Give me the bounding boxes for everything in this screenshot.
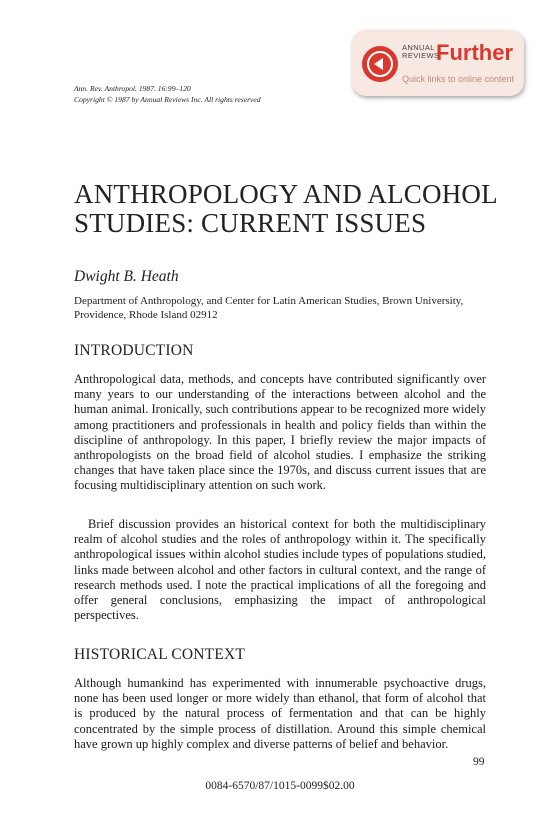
- article-title: [74, 180, 498, 238]
- intro-paragraph-2: Brief discussion provides an historical context for both the multidisciplinary realm of alcohol studies and the roles of anthropology within it. The specifically anthropological issues within alcohol studies include types of populations studied, links made between alcohol and other factors in cultural context, and the range of research methods used. I note the practical implications of all the foregoing and offer general conclusions, emphasizing the impact of anthropological perspectives.: [74, 517, 486, 623]
- copyright-line: Copyright © 1987 by Annual Reviews Inc. All rights reserved: [74, 95, 261, 104]
- citation-line: Ann. Rev. Anthropol. 1987. 16:99–120: [74, 84, 191, 93]
- arrow-icon: [362, 46, 398, 82]
- author-affiliation: Department of Anthropology, and Center for Latin American Studies, Brown University, Providence, Rhode Island 02912: [74, 295, 464, 321]
- page-number: 99: [473, 756, 485, 768]
- section-heading-introduction: INTRODUCTION: [74, 342, 194, 359]
- title-line-2: STUDIES: CURRENT ISSUES: [74, 208, 427, 238]
- intro-paragraph-1: Anthropological data, methods, and concepts have contributed significantly over many years to our understanding of the interactions between alcohol and the human animal. Ironically, such contributions appear to be recognized more widely among practitioners and professionals in health and policy fields than within the discipline of anthropology. In this paper, I briefly review the major impacts of anthropologists on the broad field of alcohol studies. I emphasize the striking changes that have taken place since the 1970s, and discuss current issues that are focusing multidisciplinary attention on such work.: [74, 372, 486, 493]
- badge-subtext: Quick links to online content: [402, 74, 515, 84]
- badge-reviews-label: REVIEWS: [402, 51, 440, 60]
- article-code: 0084-6570/87/1015-0099$02.00: [205, 780, 355, 792]
- title-line-1: ANTHROPOLOGY AND ALCOHOL: [74, 179, 498, 209]
- badge-further-word: Further: [436, 40, 513, 65]
- historical-paragraph-1: Although humankind has experimented with innumerable psychoactive drugs, none has been used longer or more widely than ethanol, that form of alcohol that is produced by the natural process of fermentation and that can be highly concentrated by the simple process of distillation. Around this simple chemical have grown up highly complex and diverse patterns of belief and behavior.: [74, 676, 486, 751]
- annual-reviews-further-badge[interactable]: [352, 30, 524, 96]
- section-heading-historical-context: HISTORICAL CONTEXT: [74, 646, 246, 663]
- badge-annual-label: ANNUAL: [402, 43, 435, 52]
- author-name: Dwight B. Heath: [74, 268, 179, 285]
